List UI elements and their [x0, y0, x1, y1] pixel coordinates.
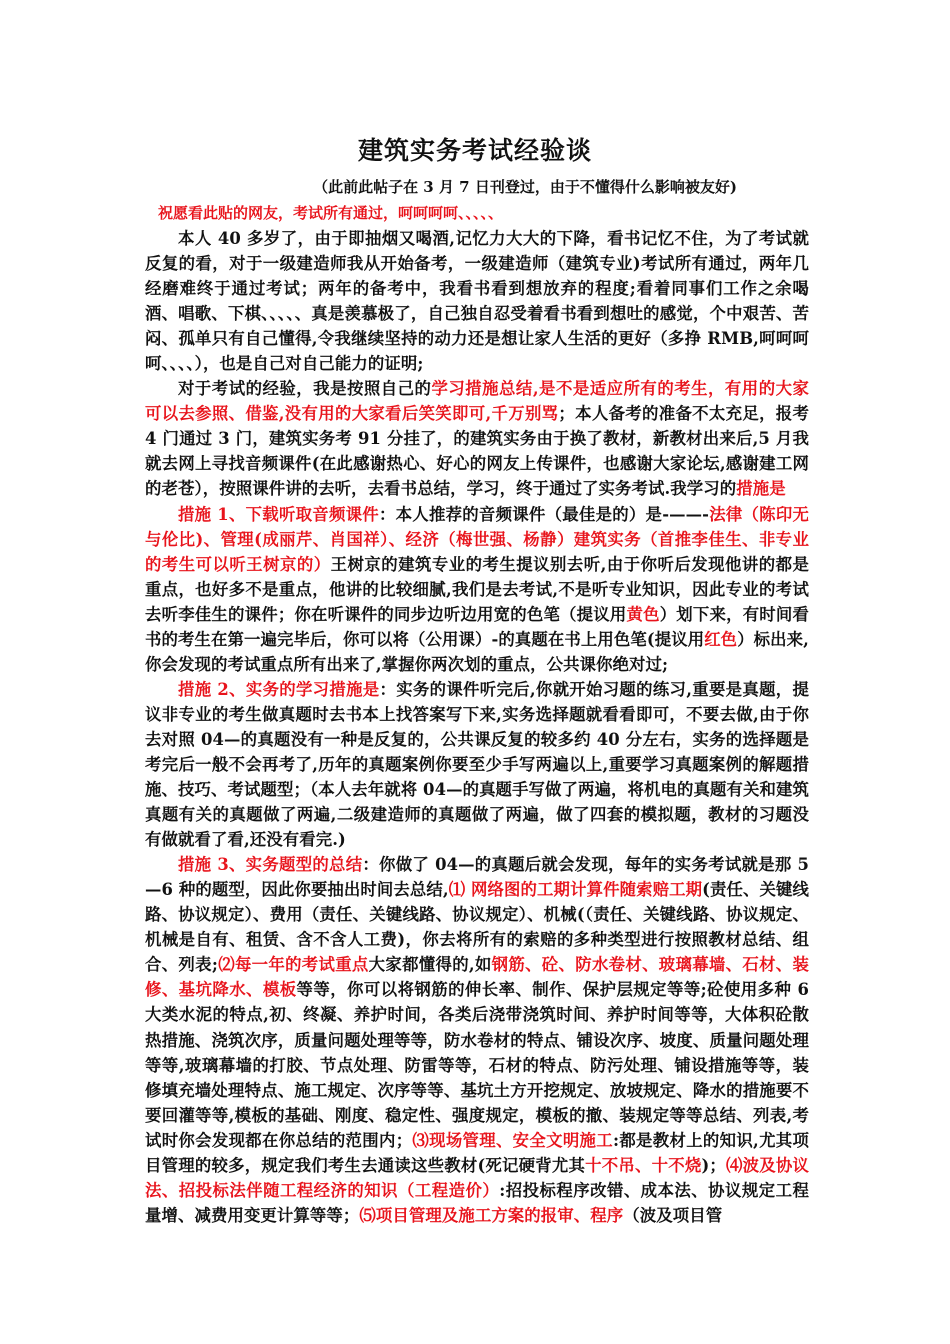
text-run: （波及项目管 [623, 1205, 723, 1225]
text-run: 本人 40 多岁了，由于即抽烟又喝酒,记忆力大大的下降，看书记忆不住，为了考试就反复的看，对于一级建造师我从开始备考，一级建造师（建筑专业)考试所有通过，两年几经磨难终于通过考试；两年的备考中，我看书看到想放弃的程度;看着同事们工作之余喝酒、唱歌、下棋、、、、、真是羡慕极了，自己独自忍受着看书看到想吐的感觉，个中艰苦、苦闷、孤单只有自己懂得,令我继续坚持的动力还是想让家人生活的更好（多挣 RMB,呵呵呵呵、、、、），也是自己对自己能力的证明; [145, 229, 809, 374]
highlighted-text: ⑵每一年的考试重点 [218, 955, 369, 975]
text-run: 对于考试的经验，我是按照自己的 [178, 379, 432, 399]
text-run: )； [701, 1155, 726, 1175]
text-run: ）标出来,你会发现的考试重点所有出来了,掌握你两次划的重点，公共课你绝对过; [145, 629, 809, 674]
highlighted-text: ⑸项目管理及施工方案的报审、程序 [359, 1205, 624, 1225]
paragraph [145, 502, 809, 677]
text-run: :都是教材上的知识,尤其项目管理的较多，规定我们考生去通读这些教材(死记硬背尤其 [145, 1130, 809, 1175]
highlighted-text: ⑶现场管理、安全文明施工 [412, 1130, 613, 1150]
highlighted-text: 红色 [704, 629, 738, 649]
highlighted-text: 钢筋、砼、防水卷材、玻璃幕墙、石材、装修、基坑降水、模板 [145, 955, 809, 1000]
document-title: 建筑实务考试经验谈 [357, 136, 592, 165]
highlighted-text: ⑷波及协议法、招投标法伴随工程经济的知识（工程造价） [145, 1155, 810, 1200]
document-subtitle: （此前此帖子在 3 月 7 日刊登过，由于不懂得什么影响被友好) [313, 178, 737, 196]
text-run: ：你做了 04—的真题后就会发现，每年的实务考试就是那 5—6 种的题型，因此你要抽出时间去总结, [145, 855, 809, 900]
paragraph [145, 376, 809, 501]
text-run: 大家都懂得的,如 [368, 955, 492, 975]
text-run: ：实务的课件听完后,你就开始习题的练习,重要是真题，提议非专业的考生做真题时去书本上找答案写下来,实务选择题就看看即可，不要去做,由于你去对照 04—的真题没有一种是反复的，公共课反复的较多约 40 分左右，实务的选择题是考完后一般不会再考了,历年的真题案例你要至少手写两遍以上,重要学习真题案例的解题措施、技巧、考试题型；（本人去年就将 04—的真题手写做了两遍，将机电的真题有关和建筑真题有关的真题做了两遍,二级建造师的真题做了两遍，做了四套的模拟题，教材的习题没有做就看了看,还没有看完.) [145, 679, 809, 850]
highlighted-text: ⑴ 网络图的工期计算件随索赔工期 [448, 880, 703, 900]
document-body [145, 226, 809, 1228]
wish-line: 祝愿看此贴的网友，考试所有通过，呵呵呵呵、、、、、 [158, 204, 504, 222]
text-run: 王树京的建筑专业的考生提议别去听,由于你听后发现他讲的都是重点，也好多不是重点，他讲的比较细腻,我们是去考试,不是听专业知识，因此专业的考试去听李佳生的课件；你在听课件的同步边听边用宽的色笔（提议用 [145, 554, 809, 624]
text-run: 等等，你可以将钢筋的伸长率、制作、保护层规定等等;砼使用多种 6 大类水泥的特点,初、终凝、养护时间，各类后浇带浇筑时间、养护时间等等，大体积砼散热措施、浇筑次序，质量问题处理等等，防水卷材的特点、铺设次序、坡度、质量问题处理等等,玻璃幕墙的打胶、节点处理、防雷等等，石材的特点、防污处理、铺设措施等等，装修填充墙处理特点、施工规定、次序等等、基坑土方开挖规定、放坡规定、降水的措施要不要回灌等等,模板的基础、刚度、稳定性、强度规定，模板的撤、装规定等等总结、列表,考试时你会发现都在你总结的范围内； [145, 980, 809, 1150]
text-run: :招投标程序改错、成本法、协议规定工程量增、减费用变更计算等等； [145, 1180, 809, 1225]
text-run: ：本人推荐的音频课件（最佳是的）是-——- [378, 504, 710, 524]
highlighted-text: 十不吊、十不烧 [585, 1155, 702, 1175]
paragraph [145, 677, 809, 852]
highlighted-text: 措施是 [736, 479, 786, 499]
highlighted-text: 法律（陈印无与伦比)、管理(成丽芹、肖国祥）、经济（梅世强、杨静）建筑实务（首推李佳生、非专业的考生可以听王树京的） [145, 504, 809, 574]
highlighted-text: 学习措施总结,是不是适应所有的考生，有用的大家可以去参照、借鉴,没有用的大家看后笑笑即可,千万别骂 [145, 379, 809, 424]
paragraph [145, 852, 809, 1228]
highlighted-text: 黄色 [626, 604, 660, 624]
highlighted-text: 措施 3、实务题型的总结 [178, 855, 363, 875]
text-run: ）划下来，有时间看书的考生在第一遍完毕后，你可以将（公用课）-的真题在书上用色笔(提议用 [145, 604, 809, 649]
highlighted-text: 措施 2、实务的学习措施是 [178, 679, 380, 699]
highlighted-text: 措施 1、下载听取音频课件 [178, 504, 379, 524]
text-run: (责任、关键线路、协议规定）、费用（责任、关键线路、协议规定）、机械(（责任、关键线路、协议规定、机械是自有、租赁、含不含人工费)，你去将所有的索赔的多种类型进行按照教材总结、组合、列表; [145, 880, 809, 975]
paragraph [145, 226, 809, 376]
text-run: ；本人备考的准备不太充足，报考 4 门通过 3 门，建筑实务考 91 分挂了，的建筑实务由于换了教材，新教材出来后,5 月我就去网上寻找音频课件(在此感谢热心、好心的网友上传课件，也感谢大家论坛,感谢建工网的老苍），按照课件讲的去听，去看书总结，学习，终于通过了实务考试.我学习的 [145, 404, 810, 499]
